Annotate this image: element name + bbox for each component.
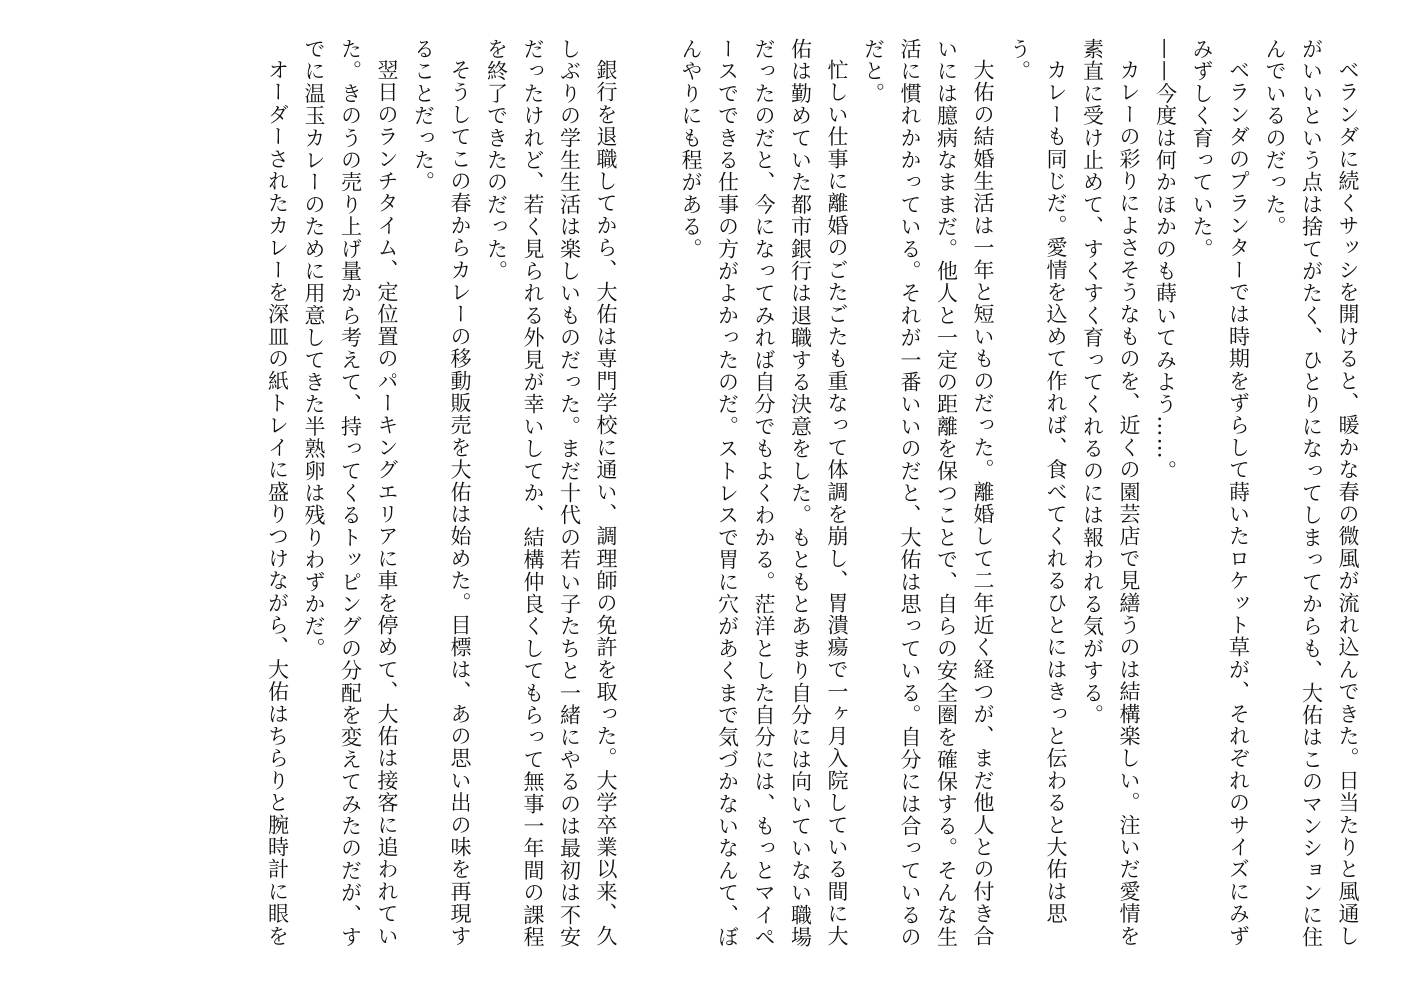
paragraph: ベランダに続くサッシを開けると、暖かな春の微風が流れ込んできた。日当たりと風通しがいいという点は捨てがたく、ひとりになってしまってからも、大佑はこのマンションに住んでいるのだった。 [1263,38,1360,949]
paragraph: 翌日のランチタイム、定位置のパーキングエリアに車を停めて、大佑は接客に追われていた。きのうの売り上げ量から考えて、持ってくるトッピングの分配を変えてみたのだが、すでに温玉カレーのために用意してきた半熟卵は残りわずかだ。 [302,38,399,949]
paragraph: オーダーされたカレーを深皿の紙トレイに盛りつけながら、大佑はちらりと腕時計に眼を [265,59,290,947]
paragraph: ベランダのプランターでは時期をずらして蒔いたロケット草が、それぞれのサイズにみずみずしく育っていた。 [1190,38,1251,947]
paragraph: ——今度は何かほかのも蒔いてみよう……。 [1153,38,1178,482]
paragraph: 銀行を退職してから、大佑は専門学校に通い、調理師の免許を取った。大学卒業以来、久しぶりの学生生活は楽しいものだった。まだ十代の若い子たちと一緒にやるのは最初は不安だったけれど、若く見られる外見が幸いしてか、結構仲良くしてもらって無事一年間の課程を終了できたのだった。 [484,38,618,949]
paragraph: カレーの彩りによさそうなものを、近くの園芸店で見繕うのは結構楽しい。注いだ愛情を素直に受け止めて、すくすく育ってくれるのには報われる気がする。 [1080,38,1141,947]
paragraph: 忙しい仕事に離婚のごたごたも重なって体調を崩し、胃潰瘍で一ヶ月入院している間に大佑は勤めていた都市銀行は退職する決意をした。もともとあまり自分には向いていない職場だったのだと、今になってみれば自分でもよくわかる。茫洋とした自分には、もっとマイペースでできる仕事の方がよかったのだ。ストレスで胃に穴があくまで気づかないなんて、ぼんやりにも程がある。 [679,38,849,949]
lower-text-block [34,38,624,968]
paragraph: カレーも同じだ。愛情を込めて作れば、食べてくれるひとにはきっと伝わると大佑は思う。 [1007,38,1068,925]
paragraph: そうしてこの春からカレーの移動販売を大佑は始めた。目標は、あの思い出の味を再現することだった。 [411,38,472,947]
paragraph: 大佑の結婚生活は一年と短いものだった。離婚して二年近く経つが、まだ他人との付き合いには臆病なままだ。他人と一定の距離を保つことで、自らの安全圏を確保する。そんな生活に慣れかかっている。それが一番いいのだと、大佑は思っている。自分には合っているのだと。 [861,38,995,949]
upper-text-block [636,38,1366,968]
